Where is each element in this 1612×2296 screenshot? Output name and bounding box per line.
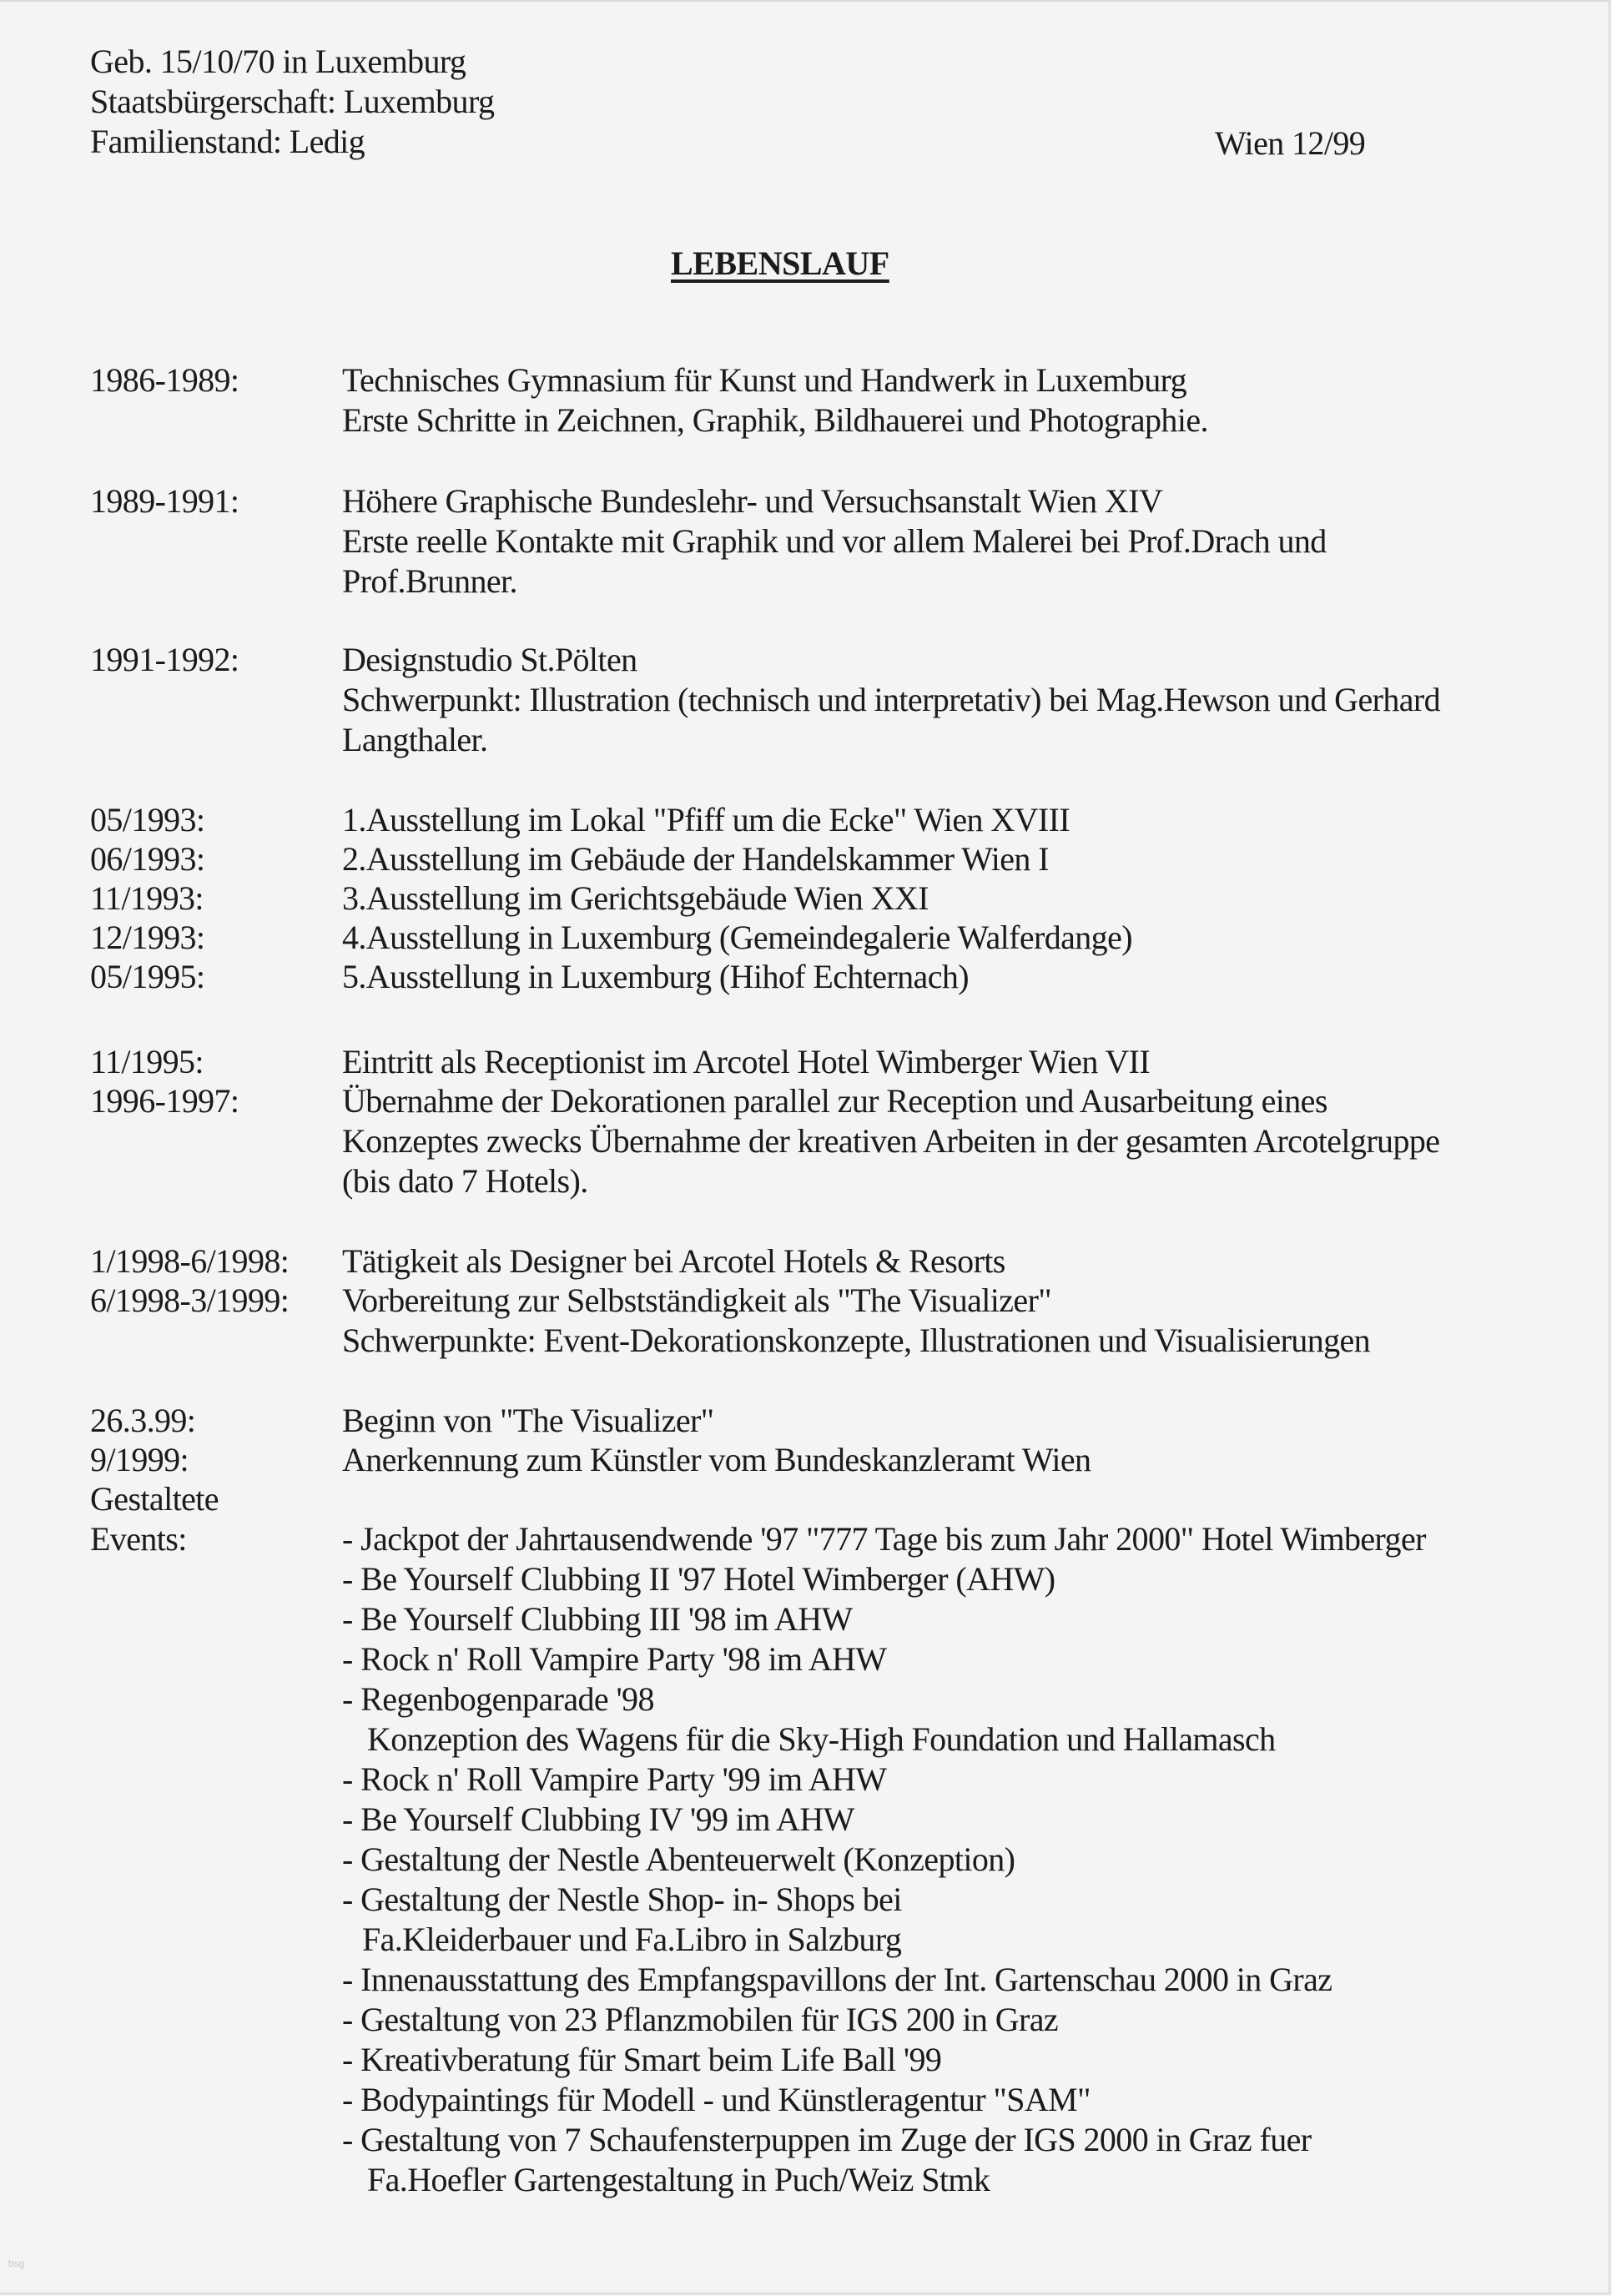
entry-description [342, 360, 1208, 441]
entry-line: Designstudio St.Pölten [342, 641, 637, 678]
entry-description [342, 918, 1132, 958]
entry-date: 11/1995: [90, 1043, 204, 1080]
entry-date: 11/1993: [90, 879, 204, 917]
entry-line: (bis dato 7 Hotels). [342, 1162, 588, 1200]
entry-line: Beginn von "The Visualizer" [342, 1402, 714, 1439]
entry-description [342, 800, 1070, 840]
entry-date: 9/1999: [90, 1441, 189, 1478]
event-item: - Kreativberatung für Smart beim Life Ball '99 [342, 2041, 942, 2078]
entry-line: Konzeptes zwecks Übernahme der kreativen Arbeiten in der gesamten Arcotelgruppe [342, 1122, 1440, 1160]
scan-watermark: bsg [8, 2258, 25, 2269]
entry-line: 3.Ausstellung im Gerichtsgebäude Wien XXI [342, 879, 929, 917]
personal-details [90, 42, 494, 162]
event-item: - Be Yourself Clubbing IV '99 im AHW [342, 1800, 854, 1838]
entry-line: Vorbereitung zur Selbstständigkeit als "The Visualizer" [342, 1281, 1052, 1319]
entry-description [342, 839, 1049, 879]
entry-description [342, 1081, 1439, 1201]
event-item-continuation: Konzeption des Wagens für die Sky-High Foundation und Hallamasch [367, 1720, 1276, 1758]
entry-description [342, 1440, 1091, 1480]
entry-line: Höhere Graphische Bundeslehr- und Versuchsanstalt Wien XIV [342, 482, 1163, 520]
entry-date: 05/1995: [90, 958, 205, 995]
entry-line: Schwerpunkt: Illustration (technisch und interpretativ) bei Mag.Hewson und Gerhard [342, 681, 1440, 718]
event-item: - Jackpot der Jahrtausendwende '97 "777 Tage bis zum Jahr 2000" Hotel Wimberger [342, 1520, 1426, 1558]
entry-line: Tätigkeit als Designer bei Arcotel Hotels & Resorts [342, 1242, 1005, 1280]
entry-line: Erste Schritte in Zeichnen, Graphik, Bildhauerei und Photographie. [342, 401, 1208, 439]
marital-status-line: Familienstand: Ledig [90, 123, 365, 160]
event-item: - Rock n' Roll Vampire Party '99 im AHW [342, 1760, 887, 1798]
event-item: - Gestaltung der Nestle Abenteuerwelt (Konzeption) [342, 1840, 1015, 1878]
entry-line: Übernahme der Dekorationen parallel zur Reception und Ausarbeitung eines [342, 1082, 1327, 1120]
entry-date: 1/1998-6/1998: [90, 1242, 290, 1280]
events-label-line: Gestaltete [90, 1480, 219, 1518]
document-title: LEBENSLAUF [671, 244, 889, 282]
entry-date: 1989-1991: [90, 482, 239, 520]
events-label-line: Events: [90, 1520, 187, 1558]
entry-description [342, 957, 969, 997]
entry-description [342, 481, 1327, 602]
entry-line: 2.Ausstellung im Gebäude der Handelskammer Wien I [342, 840, 1049, 878]
entry-line: Anerkennung zum Künstler vom Bundeskanzleramt Wien [342, 1441, 1091, 1478]
events-list [342, 1519, 1426, 2200]
events-label [90, 1479, 340, 1559]
entry-description [342, 1281, 1370, 1361]
entry-description [342, 1401, 713, 1441]
event-item-continuation: Fa.Hoefler Gartengestaltung in Puch/Weiz Stmk [367, 2161, 990, 2198]
entry-description [342, 1241, 1005, 1281]
entry-line: 1.Ausstellung im Lokal "Pfiff um die Ecke" Wien XVIII [342, 801, 1070, 838]
entry-date: 06/1993: [90, 840, 205, 878]
event-item: - Gestaltung der Nestle Shop- in- Shops bei [342, 1881, 902, 1918]
entry-line: Schwerpunkte: Event-Dekorationskonzepte, Illustrationen und Visualisierungen [342, 1322, 1371, 1359]
entry-description [342, 1042, 1150, 1082]
event-item: - Rock n' Roll Vampire Party '98 im AHW [342, 1640, 887, 1678]
event-item: - Gestaltung von 23 Pflanzmobilen für IGS 200 in Graz [342, 2001, 1059, 2038]
entry-line: 4.Ausstellung in Luxemburg (Gemeindegalerie Walferdange) [342, 919, 1132, 956]
citizenship-line: Staatsbürgerschaft: Luxemburg [90, 83, 495, 120]
birth-line: Geb. 15/10/70 in Luxemburg [90, 43, 466, 80]
event-item: - Innenausstattung des Empfangspavillons der Int. Gartenschau 2000 in Graz [342, 1961, 1332, 1998]
entry-description [342, 879, 929, 919]
event-item: - Be Yourself Clubbing III '98 im AHW [342, 1600, 853, 1638]
event-item: - Regenbogenparade '98 [342, 1680, 654, 1718]
entry-date: 12/1993: [90, 919, 205, 956]
entry-date: 26.3.99: [90, 1402, 196, 1439]
event-item-continuation: Fa.Kleiderbauer und Fa.Libro in Salzburg [362, 1921, 902, 1958]
entry-date: 1986-1989: [90, 361, 239, 399]
event-item: - Be Yourself Clubbing II '97 Hotel Wimberger (AHW) [342, 1560, 1055, 1598]
entry-line: Technisches Gymnasium für Kunst und Handwerk in Luxemburg [342, 361, 1187, 399]
place-date: Wien 12/99 [1215, 124, 1366, 162]
entry-date: 6/1998-3/1999: [90, 1281, 290, 1319]
entry-date: 1991-1992: [90, 641, 239, 678]
entry-description [342, 640, 1440, 760]
entry-date: 05/1993: [90, 801, 205, 838]
entry-line: Eintritt als Receptionist im Arcotel Hotel Wimberger Wien VII [342, 1043, 1151, 1080]
event-item: - Gestaltung von 7 Schaufensterpuppen im Zuge der IGS 2000 in Graz fuer [342, 2121, 1312, 2158]
entry-line: Prof.Brunner. [342, 562, 517, 600]
entry-line: Langthaler. [342, 721, 488, 758]
event-item: - Bodypaintings für Modell - und Künstleragentur "SAM" [342, 2081, 1091, 2118]
entry-date: 1996-1997: [90, 1082, 239, 1120]
entry-line: 5.Ausstellung in Luxemburg (Hihof Echternach) [342, 958, 969, 995]
entry-line: Erste reelle Kontakte mit Graphik und vor allem Malerei bei Prof.Drach und [342, 522, 1327, 560]
